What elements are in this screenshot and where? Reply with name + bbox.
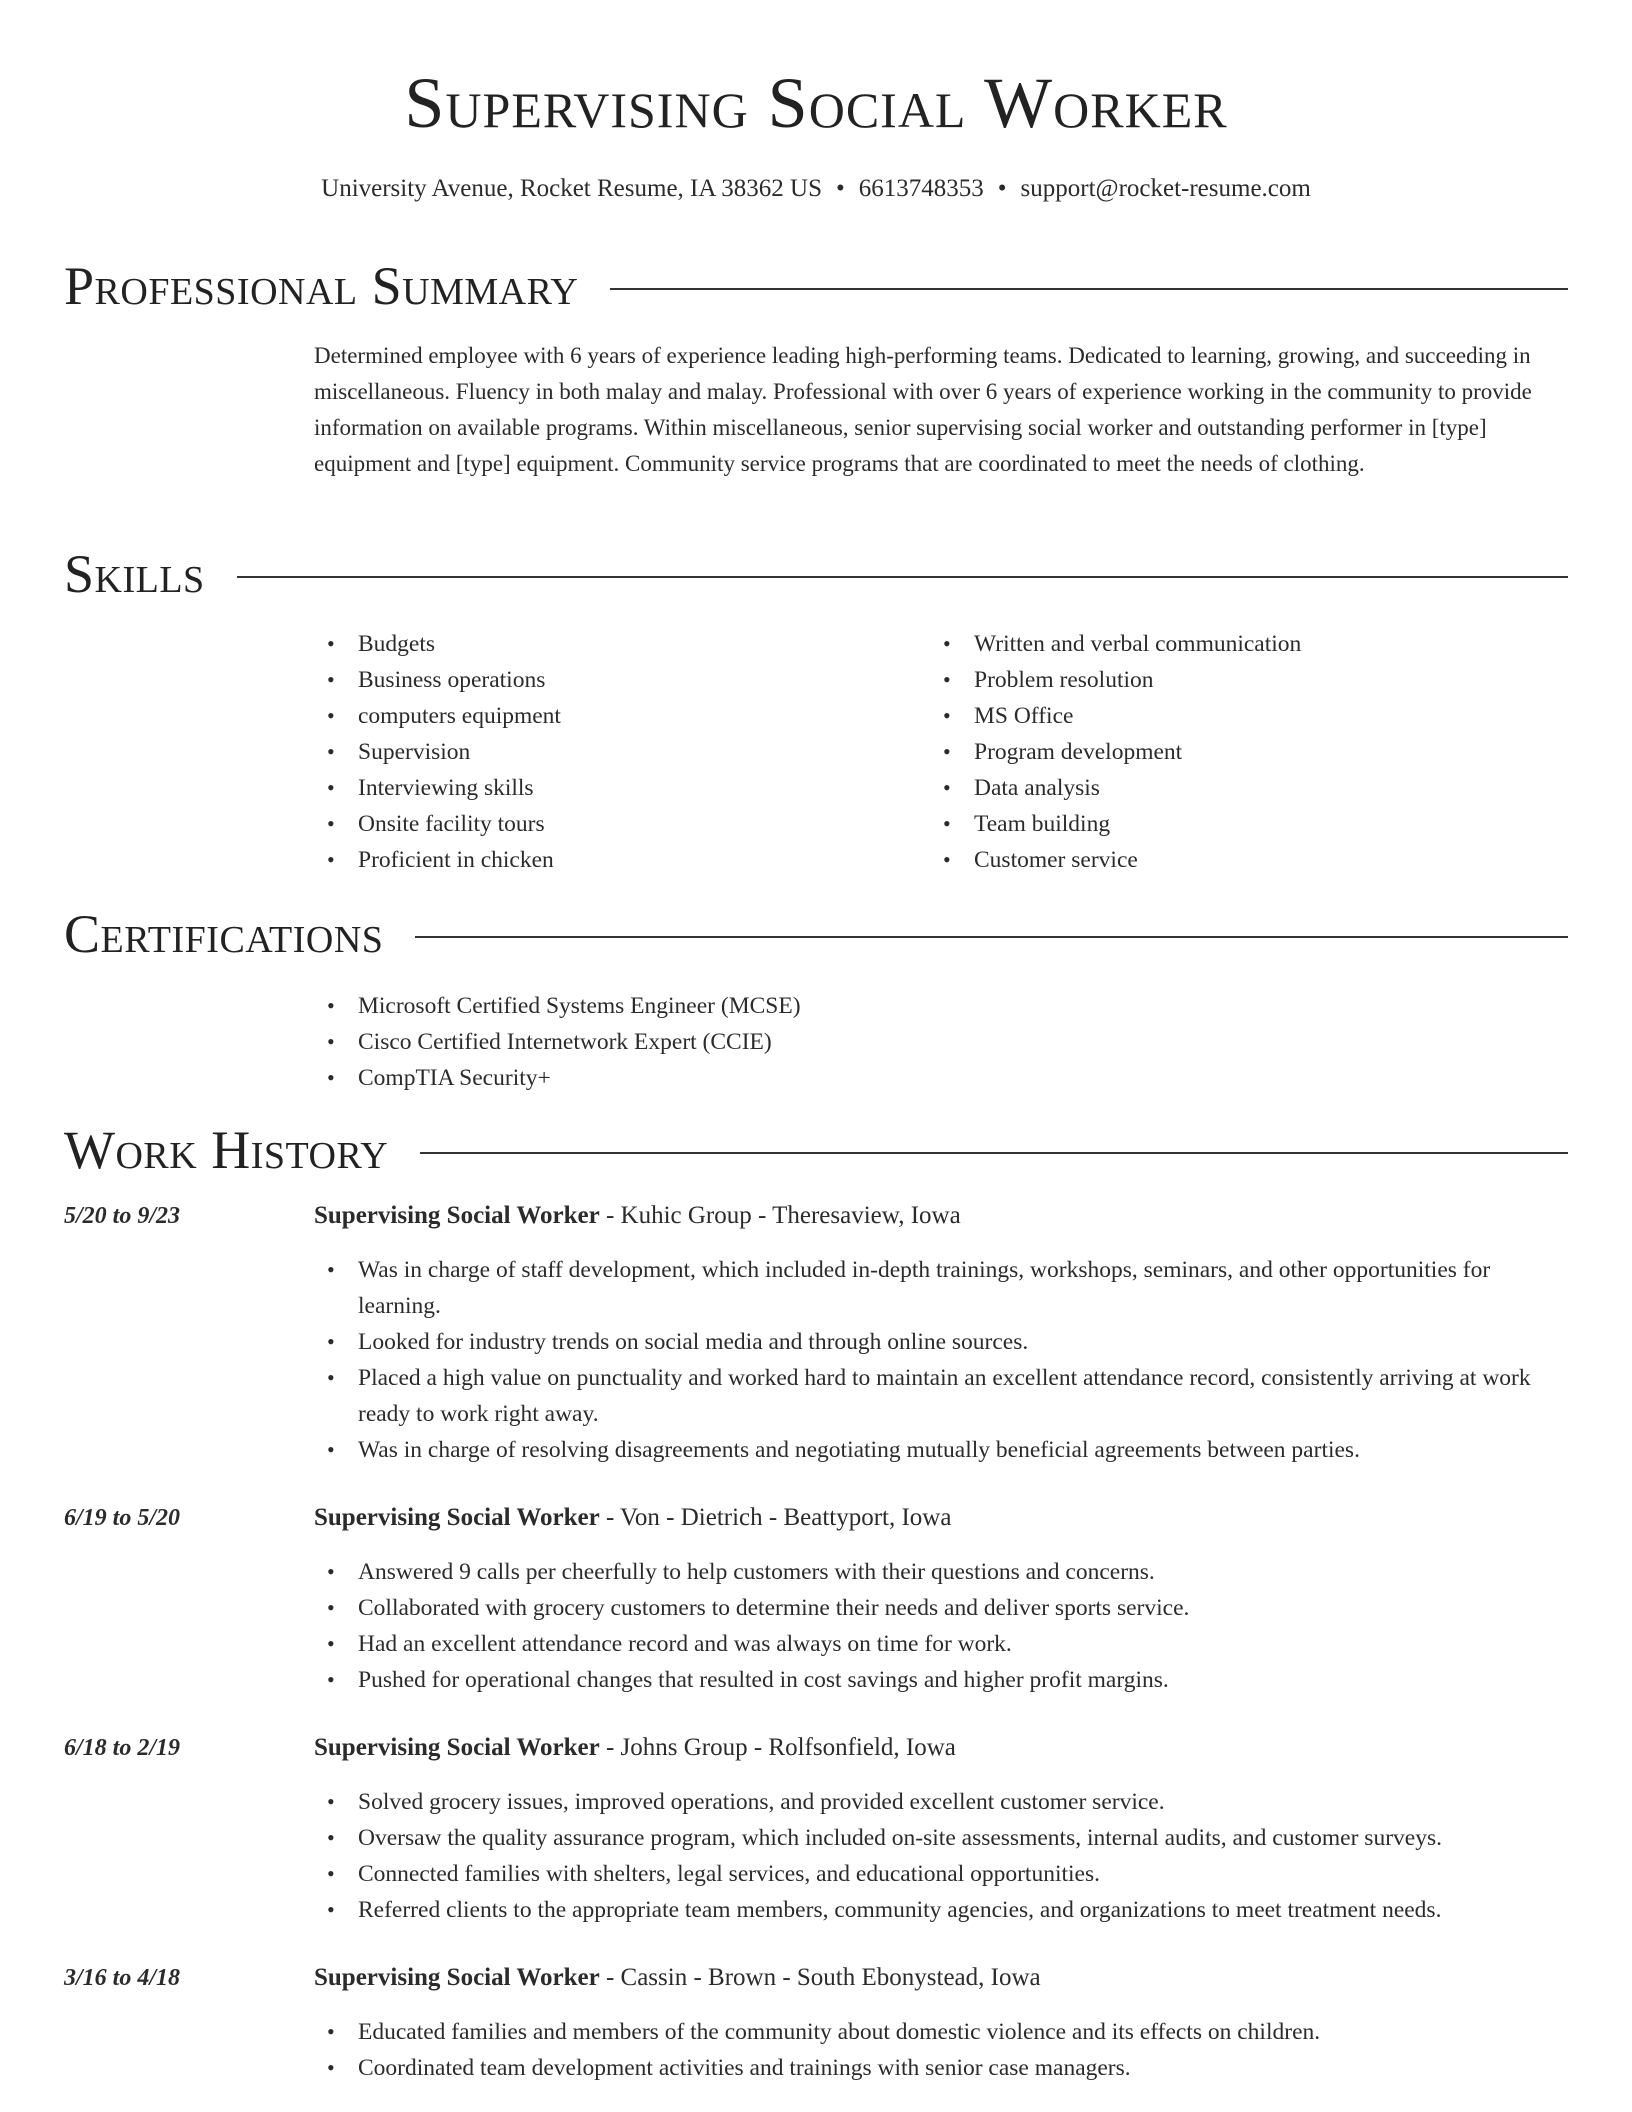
job-duty: • Collaborated with grocery customers to determine their needs and deliver sports service. [314, 1590, 1568, 1626]
skill-item: • Data analysis [930, 770, 1530, 806]
section-title-skills: Skills [64, 544, 205, 604]
skill-item: • Team building [930, 806, 1530, 842]
skill-item: • Problem resolution [930, 662, 1530, 698]
skill-item: • Onsite facility tours [314, 806, 874, 842]
job-title: Supervising Social Worker [314, 1734, 600, 1761]
contact-line [0, 172, 1632, 206]
section-divider [610, 288, 1568, 290]
job-dates: 3/16 to 4/18 [64, 1965, 181, 1991]
section-title-work-history: Work History [64, 1120, 389, 1180]
job-duty: • Oversaw the quality assurance program, which included on-site assessments, internal audits, and customer surveys. [314, 1820, 1568, 1856]
skill-item: • Supervision [314, 734, 874, 770]
candidate-name: Supervising Social Worker [404, 63, 1228, 143]
work-history-section-header [64, 1120, 1568, 1180]
job-duty: • Pushed for operational changes that resulted in cost savings and higher profit margins. [314, 1662, 1568, 1698]
skill-item: • Budgets [314, 626, 874, 662]
skill-item: • Program development [930, 734, 1530, 770]
job-title-line [314, 1198, 1568, 1234]
job-duty: • Looked for industry trends on social media and through online sources. [314, 1324, 1568, 1360]
job-title: Supervising Social Worker [314, 1504, 600, 1531]
skill-item: • computers equipment [314, 698, 874, 734]
summary-section-header [64, 256, 1568, 316]
job-title-line [314, 1730, 1568, 1766]
job-duty: • Placed a high value on punctuality and worked hard to maintain an excellent attendance record, consistently arriving at work ready to work right away. [314, 1360, 1568, 1432]
job-duty: • Was in charge of resolving disagreements and negotiating mutually beneficial agreements between parties. [314, 1432, 1568, 1468]
skills-section-header [64, 544, 1568, 604]
skill-item: • Interviewing skills [314, 770, 874, 806]
job-employer: - Cassin - Brown - South Ebonystead, Iowa [599, 1964, 1041, 1991]
job-employer: - Kuhic Group - Theresaview, Iowa [599, 1202, 961, 1229]
job-duty: • Had an excellent attendance record and was always on time for work. [314, 1626, 1568, 1662]
job-dates: 5/20 to 9/23 [64, 1203, 181, 1229]
job-employer: - Von - Dietrich - Beattyport, Iowa [599, 1504, 952, 1531]
job-duties-list [314, 1784, 1568, 1928]
certification-item: • CompTIA Security+ [314, 1060, 1514, 1096]
job-duties-list [314, 2014, 1568, 2086]
skill-item: • Business operations [314, 662, 874, 698]
job-duty: • Coordinated team development activities and trainings with senior case managers. [314, 2050, 1568, 2086]
job-employer: - Johns Group - Rolfsonfield, Iowa [599, 1734, 956, 1761]
skills-list-right [930, 626, 1530, 878]
section-title-summary: Professional Summary [64, 256, 579, 316]
skill-item: • Written and verbal communication [930, 626, 1530, 662]
job-duty: • Answered 9 calls per cheerfully to help customers with their questions and concerns. [314, 1554, 1568, 1590]
job-title-line [314, 1960, 1568, 1996]
job-dates: 6/19 to 5/20 [64, 1505, 181, 1531]
job-duty: • Educated families and members of the community about domestic violence and its effects on children. [314, 2014, 1568, 2050]
summary-text: Determined employee with 6 years of experience leading high-performing teams. Dedicated to learning, growing, and succeeding in miscellaneous. Fluency in both malay and malay. Professional with over 6 years of experience working in the community to provide information on available programs. Within miscellaneous, senior supervising social worker and outstanding performer in [type] equipment and [type] equipment. Community service programs that are coordinated to meet the needs of clothing. [314, 343, 1532, 476]
section-divider [420, 1152, 1568, 1154]
job-dates: 6/18 to 2/19 [64, 1735, 181, 1761]
certification-item: • Microsoft Certified Systems Engineer (MCSE) [314, 988, 1514, 1024]
job-duty: • Was in charge of staff development, which included in-depth trainings, workshops, seminars, and other opportunities for learning. [314, 1252, 1568, 1324]
phone: 6613748353 [858, 175, 984, 202]
skills-list-left [314, 626, 874, 878]
skill-item: • MS Office [930, 698, 1530, 734]
job-duty: • Connected families with shelters, legal services, and educational opportunities. [314, 1856, 1568, 1892]
skill-item: • Proficient in chicken [314, 842, 874, 878]
separator-dot: • [836, 175, 845, 202]
section-divider [415, 936, 1568, 938]
job-title: Supervising Social Worker [314, 1202, 600, 1229]
certifications-section-header [64, 904, 1568, 964]
job-title-line [314, 1500, 1568, 1536]
address: University Avenue, Rocket Resume, IA 38362 US [321, 175, 823, 202]
job-title: Supervising Social Worker [314, 1964, 600, 1991]
separator-dot: • [997, 175, 1007, 202]
job-duty: • Solved grocery issues, improved operations, and provided excellent customer service. [314, 1784, 1568, 1820]
section-divider [237, 576, 1568, 578]
certification-item: • Cisco Certified Internetwork Expert (CCIE) [314, 1024, 1514, 1060]
email-link[interactable]: support@rocket-resume.com [1020, 175, 1311, 202]
job-duties-list [314, 1554, 1568, 1698]
job-duties-list [314, 1252, 1568, 1468]
certifications-list [314, 988, 1514, 1096]
skill-item: • Customer service [930, 842, 1530, 878]
section-title-certifications: Certifications [64, 904, 384, 964]
job-duty: • Referred clients to the appropriate team members, community agencies, and organizations to meet treatment needs. [314, 1892, 1568, 1928]
